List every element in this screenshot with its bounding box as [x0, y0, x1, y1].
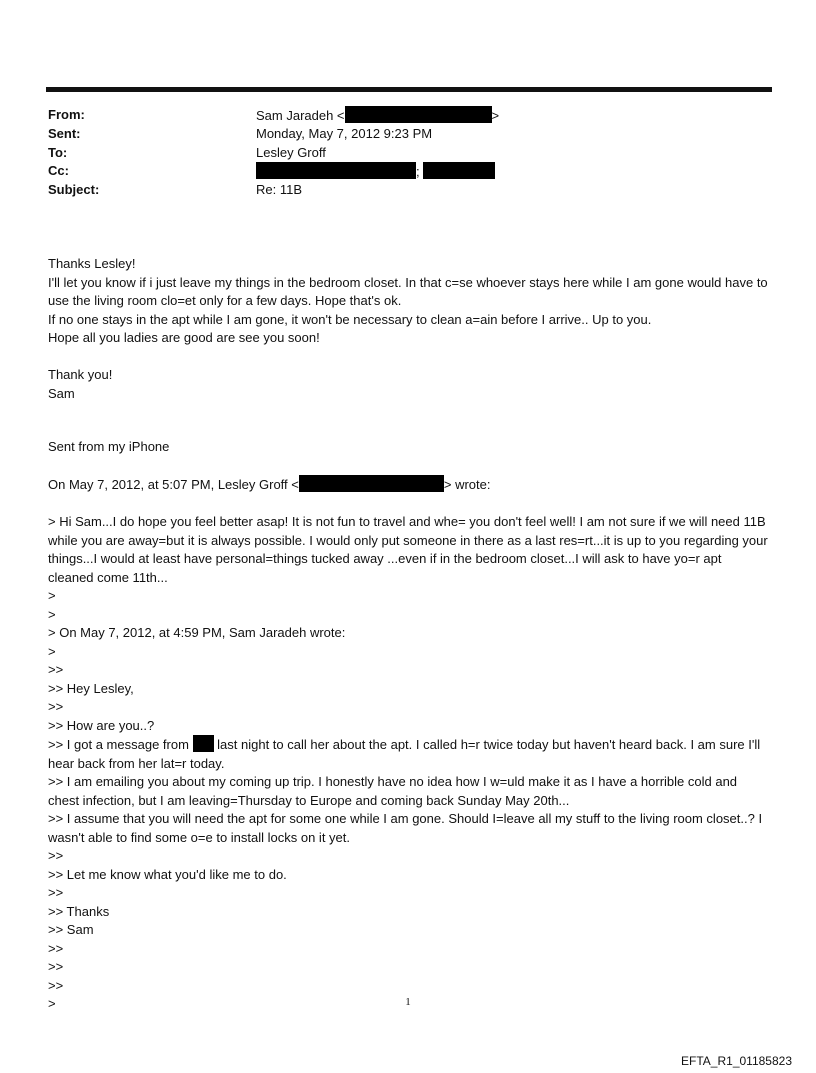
quoted-line: >> [48, 885, 64, 900]
quoted-line: >> [48, 662, 64, 677]
body-line: Hope all you ladies are good are see you soon! [48, 330, 320, 345]
email-body [48, 255, 768, 1014]
redaction-box [193, 735, 214, 752]
quoted-line: > [48, 643, 56, 659]
sent-value: Monday, May 7, 2012 9:23 PM [256, 126, 433, 141]
from-close: > [491, 108, 500, 123]
to-value: Lesley Groff [256, 145, 326, 160]
quoted-line: >> Let me know what you'd like me to do. [48, 866, 287, 882]
quoted-line: >> [48, 959, 64, 974]
quoted-line: > [48, 606, 56, 622]
page-number: 1 [405, 996, 411, 1008]
to-label: To: [48, 145, 68, 160]
quoted-line: > [48, 996, 56, 1011]
quoted-line: > [48, 588, 56, 603]
from-name: Sam Jaradeh < [256, 108, 345, 123]
from-value [256, 106, 499, 126]
reply-attribution [48, 475, 768, 495]
body-line: If no one stays in the apt while I am gone, it won't be necessary to clean a=ain before I arrive.. Up to you. [48, 311, 652, 327]
quoted-line: >> I am emailing you about my coming up trip. I honestly have no idea how I w=uld make it as I have a horrible cold and chest infection, but I am leaving=Thursday to Europe and coming back Sunday May 20th... [48, 774, 738, 808]
subject-value: Re: 11B [256, 182, 303, 197]
quoted-line: >> [48, 977, 64, 993]
redaction-box [256, 162, 416, 179]
quoted-line: >> How are you..? [48, 717, 155, 733]
redaction-box [423, 162, 495, 179]
sent-label: Sent: [48, 126, 81, 141]
subject-label: Subject: [48, 182, 100, 197]
quoted-line: >> Hey Lesley, [48, 680, 134, 696]
quoted-line: >> [48, 699, 64, 714]
quoted-line: >> I assume that you will need the apt for some one while I am gone. Should I=leave all my stuff to the living room closet..? I wasn't able to find some o=e to install locks on it yet. [48, 811, 763, 845]
cc-label: Cc: [48, 163, 69, 178]
quoted-line: > On May 7, 2012, at 4:59 PM, Sam Jaradeh wrote: [48, 625, 346, 640]
from-label: From: [48, 107, 85, 122]
attribution-text: On May 7, 2012, at 5:07 PM, Lesley Groff < [48, 477, 299, 492]
cc-value [256, 162, 495, 182]
quoted-line: >> Sam [48, 922, 94, 937]
body-line: Sam [48, 385, 75, 401]
body-line: Thank you! [48, 367, 113, 382]
attribution-end: > wrote: [443, 477, 491, 492]
quoted-line [48, 735, 768, 773]
quoted-line: > Hi Sam...I do hope you feel better asap! It is not fun to travel and whe= you don't feel well! I am not sure if we will need 11B while you are away=but it is always possible. I would only put someone in there as a last res=rt...it is up to you regarding your things...I would at least have personal=things tucked away ...even if in the bedroom closet...I will ask to have yo=r apt cleaned come 11th... [48, 514, 768, 585]
quoted-line: >> [48, 848, 64, 863]
header-rule [46, 87, 772, 92]
body-line: I'll let you know if i just leave my things in the bedroom closet. In that c=se whoever stays here while I am gone would have to use the living room clo=et only for a few days. Hope that's ok. [48, 274, 768, 308]
cc-separator: ; [416, 164, 420, 179]
redaction-box [345, 106, 492, 123]
quoted-text: last night to call her about the apt. I called h=r twice today but haven't heard back. I am sure I'll hear back from her lat=r today. [48, 737, 761, 771]
redaction-box [299, 475, 444, 492]
quoted-line: >> [48, 940, 64, 956]
signature-line: Sent from my iPhone [48, 439, 170, 454]
quoted-text: >> I got a message from [48, 737, 189, 752]
body-line: Thanks Lesley! [48, 256, 136, 271]
bates-number: EFTA_R1_01185823 [681, 1054, 792, 1068]
quoted-line: >> Thanks [48, 903, 110, 919]
